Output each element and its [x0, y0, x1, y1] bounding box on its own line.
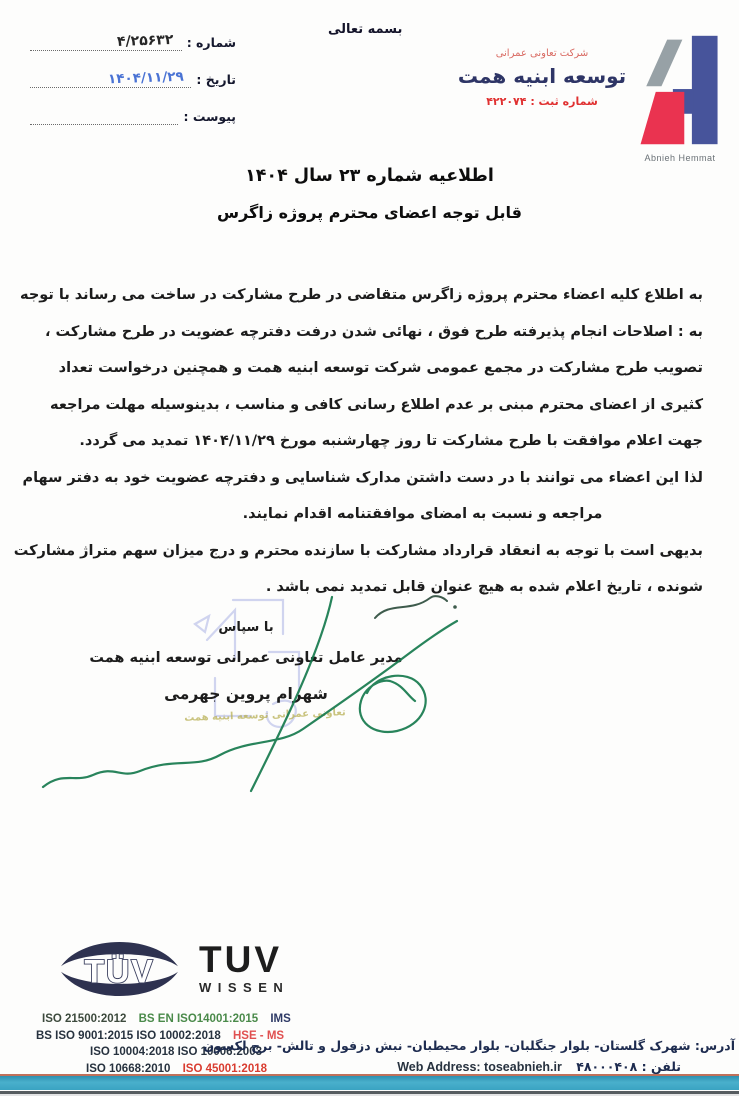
footer-phone: تلفن : ۴۸۰۰۰۴۰۸ [576, 1059, 681, 1074]
date-field-label: تاریخ : [196, 72, 236, 87]
number-field-label: شماره : [186, 35, 236, 50]
number-field-line [30, 25, 182, 51]
body-line: لذا این اعضاء می توانند با در دست داشتن مدارک شناسایی و دفترچه عضویت خود به دفتر سهام [22, 469, 703, 486]
handwritten-signature-icon [35, 583, 465, 798]
company-tagline: شرکت تعاونی عمرانی [495, 48, 589, 59]
body-line: مراجعه و نسبت به امضای موافقتنامه اقدام نمایند. [242, 506, 603, 522]
signature-salutation: با سپاس [218, 620, 274, 635]
iso-cert: BS ISO 9001:2015 ISO 10002:2018 [36, 1029, 221, 1042]
notice-title: اطلاعیه شماره ۲۳ سال ۱۴۰۴ [245, 166, 494, 186]
footer-teal-band [0, 1074, 739, 1090]
body-line: تصویب طرح مشارکت در مجمع عمومی شرکت توسعه ابنیه همت و همچنین درخواست تعداد [58, 360, 703, 376]
tuv-logo-block [52, 928, 289, 1010]
attachment-field-line [30, 99, 178, 125]
company-name: توسعه ابنیه همت [457, 64, 627, 88]
body-line: کثیری از اعضای محترم مبنی بر عدم اطلاع رسانی کافی و مناسب ، بدینوسیله مهلت مراجعه [50, 396, 703, 413]
signatory-role: مدیر عامل تعاونی عمرانی توسعه ابنیه همت [89, 650, 403, 666]
date-field-handwritten-value: ۱۴۰۴/۱۱/۲۹ [107, 68, 184, 88]
body-line: به اطلاع کلیه اعضاء محترم پروژه زاگرس متقاضی در طرح مشارکت در ساخت می رساند با توجه [20, 287, 703, 303]
footer-address: آدرس: شهرک گلستان- بلوار جنگلبان- بلوار محیطبان- نبش دزفول و تالش- برج لکسون [203, 1038, 735, 1053]
company-name-block [457, 48, 627, 108]
tuv-brand-text: TUV [199, 939, 282, 980]
attachment-field-row [28, 100, 236, 125]
company-logo-block [629, 32, 731, 163]
number-field-row [28, 26, 236, 51]
notice-title-block [0, 166, 739, 222]
body-line: بدیهی است با توجه به انعقاد قرارداد مشارکت با سازنده محترم و درج میزان سهم متراژ مشارکت [13, 542, 703, 559]
number-field-handwritten-value: ۴/۲۵۶۳۲ [117, 32, 174, 50]
footer-web-address: Web Address: toseabnieh.ir [397, 1060, 562, 1074]
iso-cert: ISO 45001:2018 [182, 1062, 268, 1075]
footer-contact-line [397, 1059, 681, 1074]
company-logo-icon [634, 32, 726, 148]
tuv-sub-text: WISSEN [199, 980, 290, 995]
body-line: به : اصلاحات انجام پذیرفته طرح فوق ، نهائی شدن درفت دفترچه عضویت در طرح مشارکت ، [44, 323, 703, 340]
body-line: جهت اعلام موافقت با طرح مشارکت تا روز چهارشنبه مورخ ۱۴۰۴/۱۱/۲۹ تمدید می گردد. [79, 433, 703, 449]
stamp-text: تعاونی عمرانی توسعه ابنیه همت [184, 707, 346, 724]
signatory-name: شهرام پروین جهرمی [164, 685, 328, 703]
iso-cert: IMS [270, 1013, 291, 1025]
body-line: شونده ، تاریخ اعلام شده به هیچ عنوان قابل تمدید نمی باشد . [265, 579, 703, 595]
iso-cert: ISO 10668:2010 [86, 1062, 171, 1075]
date-field-row [28, 63, 236, 88]
iso-line [36, 1011, 300, 1028]
company-registration-number: شماره ثبت : ۴۲۲۰۷۴ [486, 95, 598, 108]
company-latin-name: Abnieh Hemmat [644, 153, 716, 163]
attachment-field-label: پیوست : [183, 109, 236, 124]
tuv-eye-icon [52, 928, 187, 1010]
notice-body [13, 287, 703, 616]
bismillah-text: بسمه تعالی [328, 22, 403, 37]
notice-subtitle: قابل توجه اعضای محترم پروژه زاگرس [217, 203, 522, 222]
tuv-wordmark [199, 939, 290, 995]
tuv-oval-text: TÜV [84, 953, 155, 990]
date-field-line [30, 62, 191, 88]
letterhead-fields [28, 26, 236, 137]
iso-cert: HSE - MS [232, 1029, 285, 1042]
iso-cert: ISO 21500:2012 [42, 1013, 127, 1025]
iso-cert: ISO 10004:2018 ISO 10006:2003 [90, 1046, 262, 1058]
iso-cert: BS EN ISO14001:2015 [138, 1013, 259, 1025]
